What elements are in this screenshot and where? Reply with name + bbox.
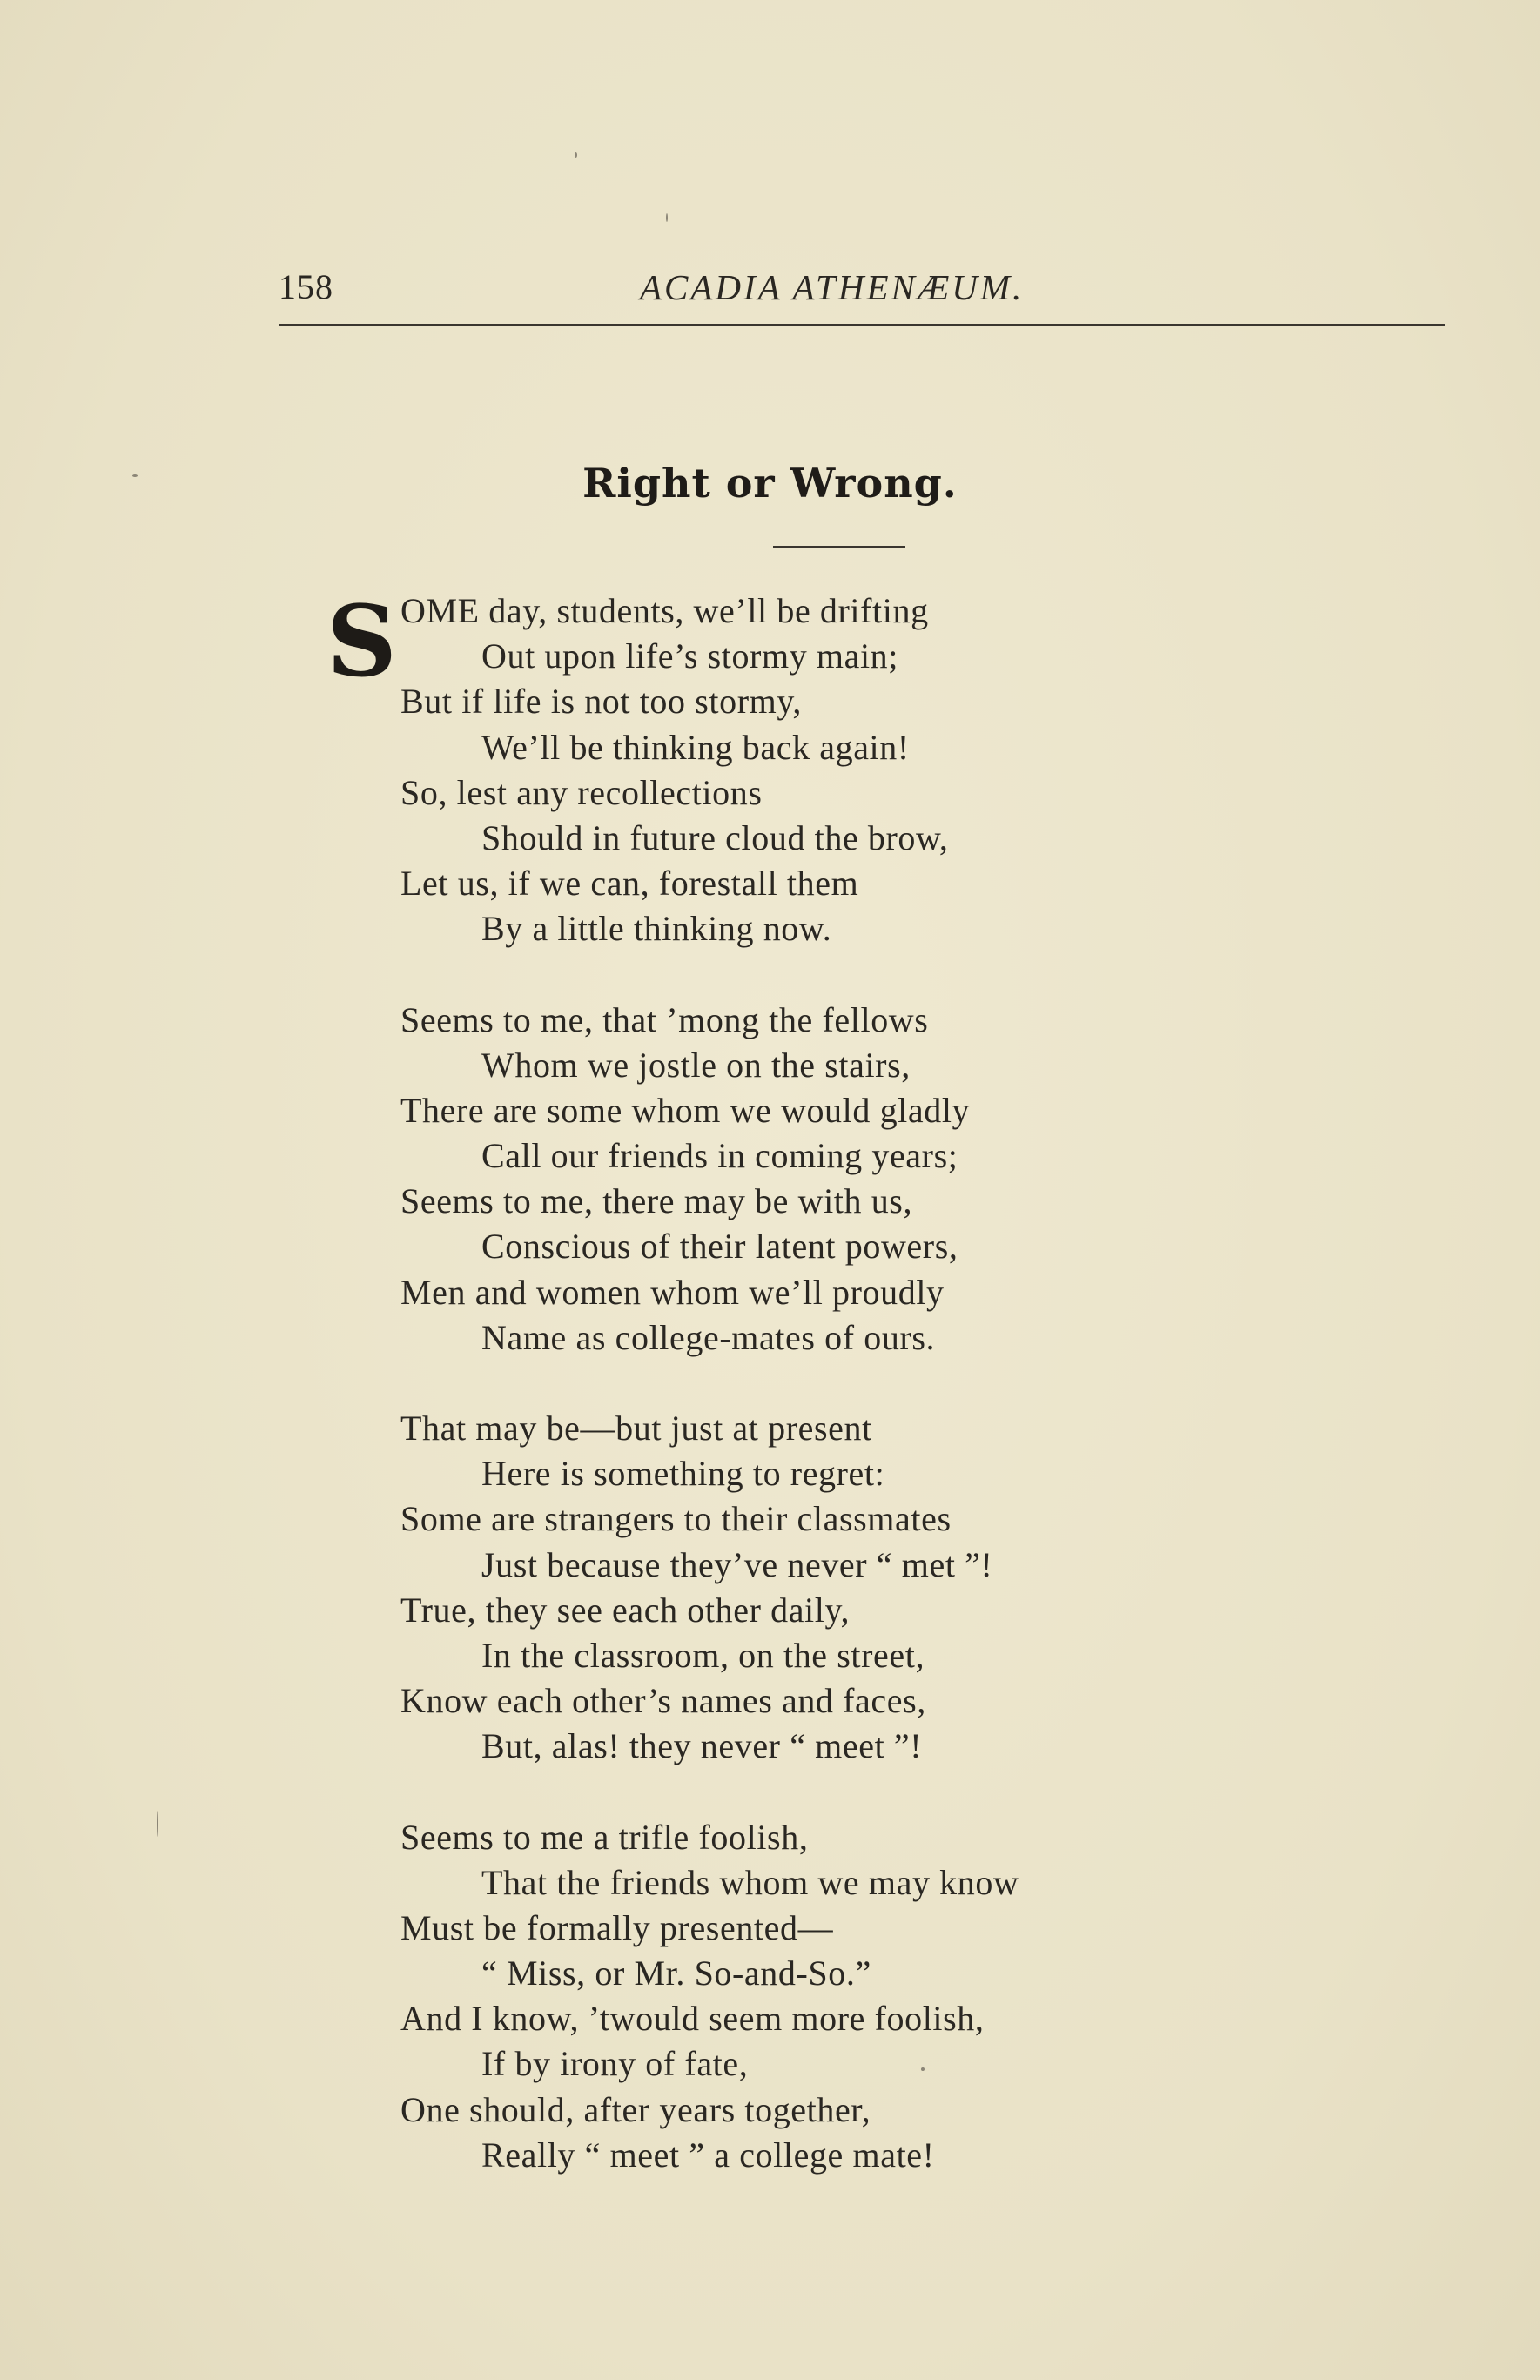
poem-line: Name as college-mates of ours. (481, 1317, 936, 1357)
poem-line: Some are strangers to their classmates (400, 1499, 952, 1539)
poem-line: So, lest any recollections (400, 772, 763, 812)
poem-line: Let us, if we can, forestall them (400, 864, 859, 904)
poem-line: Out upon life’s stormy main; (481, 636, 898, 676)
stanza (400, 998, 1271, 1361)
poem-line: We’ll be thinking back again! (481, 727, 910, 767)
page-header (279, 261, 1445, 324)
poem-line: Know each other’s names and faces, (400, 1681, 926, 1721)
poem-line: Call our friends in coming years; (481, 1136, 958, 1176)
poem-line: In the classroom, on the street, (481, 1635, 925, 1675)
poem-line: Conscious of their latent powers, (481, 1227, 958, 1267)
stanza (400, 1406, 1271, 1770)
poem-line: And I know, ’twould seem more foolish, (400, 1999, 985, 2039)
stanza (400, 588, 1271, 952)
drop-cap: S (326, 585, 397, 699)
poem-line: By a little thinking now. (481, 909, 832, 949)
poem-line: If by irony of fate, (481, 2044, 749, 2084)
poem-line: Here is something to regret: (481, 1454, 885, 1494)
poem-line: True, they see each other daily, (400, 1590, 851, 1630)
page-number: 158 (279, 267, 333, 306)
poem-line: But if life is not too stormy, (400, 682, 802, 722)
poem-line: Must be formally presented— (400, 1907, 834, 1947)
poem-line: OME day, students, we’ll be drifting (400, 591, 929, 630)
poem-line: One should, after years together, (400, 2089, 871, 2129)
header-rule (279, 324, 1445, 326)
running-title: ACADIA ATHENÆUM. (640, 267, 1025, 307)
paper-speck (666, 213, 668, 222)
paper-speck (157, 1811, 158, 1837)
poem-title: Right or Wrong. (582, 460, 958, 507)
paper-speck (575, 152, 577, 158)
poem-line: There are some whom we would gladly (400, 1090, 971, 1130)
poem-line: Just because they’ve never “ met ”! (481, 1544, 993, 1584)
poem-line: Men and women whom we’ll proudly (400, 1272, 945, 1312)
poem-line: “ Miss, or Mr. So-and-So.” (481, 1953, 871, 1993)
poem-line: Seems to me a trifle foolish, (400, 1817, 809, 1857)
poem-line: Really “ meet ” a college mate! (481, 2135, 935, 2175)
poem-body (400, 588, 1271, 2223)
poem-line: But, alas! they never “ meet ”! (481, 1726, 923, 1766)
poem-line: Seems to me, there may be with us, (400, 1181, 913, 1221)
stanza (400, 1815, 1271, 2179)
title-rule (773, 546, 905, 548)
poem-line: That may be—but just at present (400, 1409, 872, 1448)
poem-line: That the friends whom we may know (481, 1862, 1019, 1902)
poem-line: Seems to me, that ’mong the fellows (400, 999, 929, 1039)
poem-line: Whom we jostle on the stairs, (481, 1045, 911, 1085)
paper-speck (921, 2067, 925, 2071)
poem-line: Should in future cloud the brow, (481, 817, 949, 857)
paper-speck (132, 474, 138, 477)
